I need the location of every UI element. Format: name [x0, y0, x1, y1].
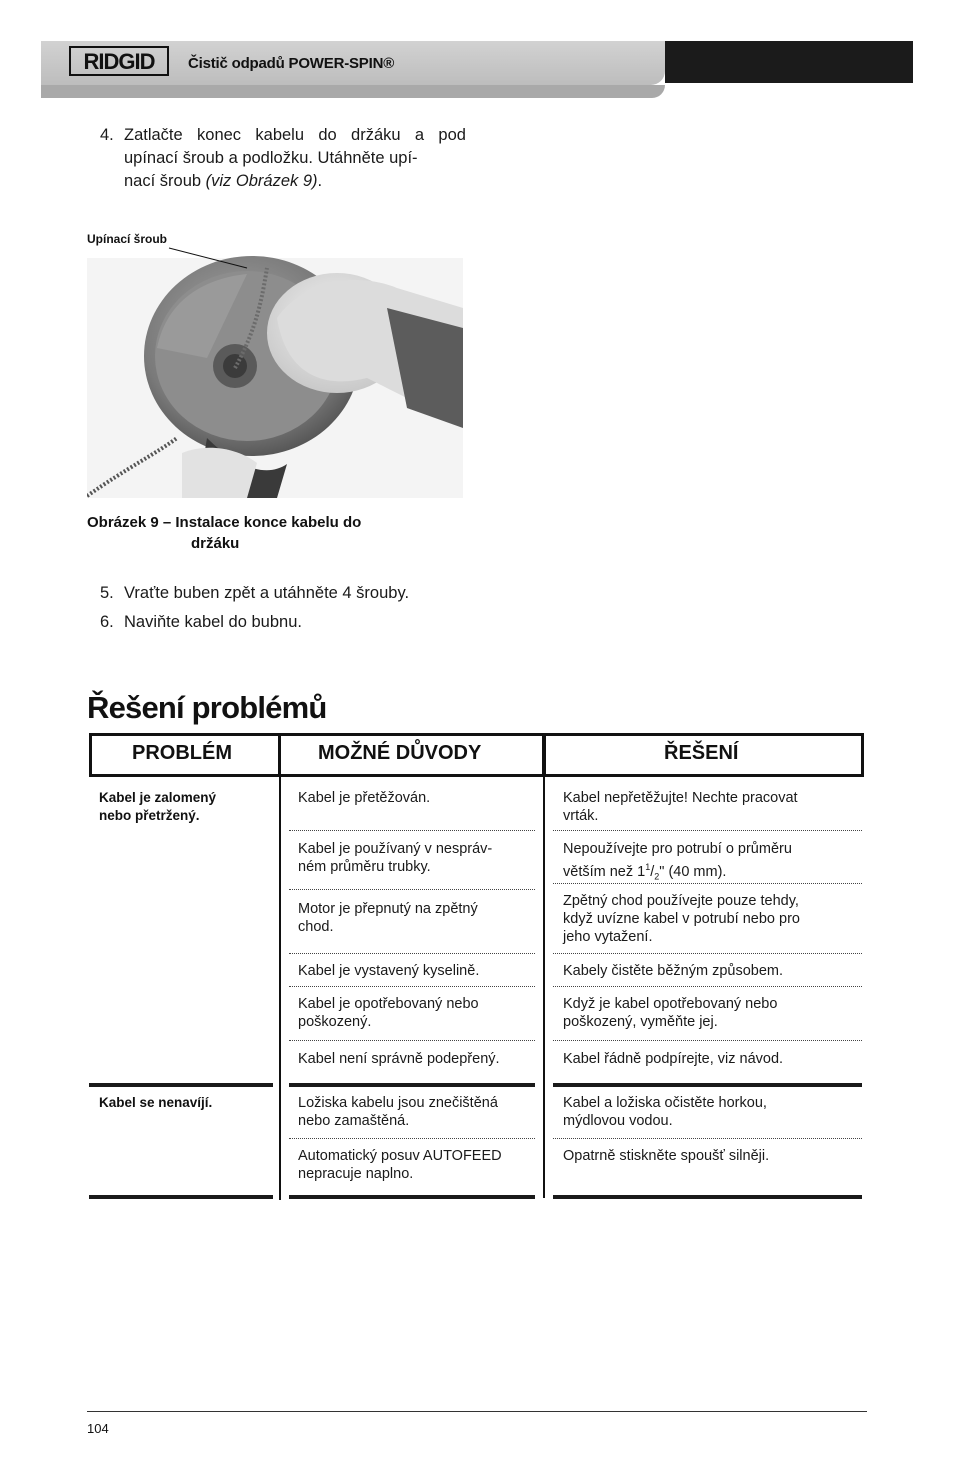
table-row-cause: Kabel je opotřebovaný nebo poškozený.: [298, 996, 479, 1030]
column-divider: [279, 777, 281, 1200]
step-number: 4.: [100, 126, 114, 144]
row-separator: [289, 953, 535, 954]
problem-cell: Kabel se nenavíjí.: [99, 1095, 213, 1110]
row-separator: [553, 1040, 862, 1041]
table-row-cause: Motor je přepnutý na zpětný chod.: [298, 901, 478, 935]
table-row-solution: Opatrně stiskněte spoušť silněji.: [563, 1148, 770, 1164]
group-divider: [289, 1083, 535, 1087]
row-separator: [289, 889, 535, 890]
header-title: Čistič odpadů POWER-SPIN®: [188, 55, 395, 72]
figure-reference: (viz Obrázek 9): [205, 172, 318, 190]
row-separator: [289, 830, 535, 831]
group-divider: [553, 1083, 862, 1087]
step-4-line-2: upínací šroub a podložku. Utáhněte upí-: [124, 149, 418, 167]
table-bottom-rule: [553, 1195, 862, 1199]
table-header-problem: PROBLÉM: [89, 733, 281, 777]
table-row-solution: Zpětný chod používejte pouze tehdy, když uvízne kabel v potrubí nebo pro jeho vytažení.: [563, 893, 800, 945]
word: pod: [438, 126, 466, 144]
table-row-cause: Kabel je používaný v nespráv- ném průměru trubky.: [298, 841, 493, 875]
table-row-solution: Kabel řádně podpírejte, viz návod.: [563, 1051, 784, 1067]
table-row-solution: Kabely čistěte běžným způsobem.: [563, 963, 784, 979]
table-row-cause: Kabel je přetěžován.: [298, 790, 431, 806]
table-row-cause: Kabel není správně podepřený.: [298, 1051, 500, 1067]
row-separator: [553, 986, 862, 987]
table-row-solution: Když je kabel opotřebovaný nebo poškozený, vyměňte jej.: [563, 996, 778, 1030]
word: Zatlačte: [124, 126, 183, 144]
header-strip: [41, 85, 665, 98]
table-header-solution: ŘEŠENÍ: [543, 733, 864, 777]
table-row-solution: Kabel nepřetěžujte! Nechte pracovat vrták.: [563, 790, 798, 824]
word: do: [318, 126, 337, 144]
problem-cell: Kabel je zalomený nebo přetržený.: [99, 790, 217, 823]
column-divider: [543, 777, 545, 1198]
word: držáku: [351, 126, 401, 144]
table-header-causes: MOŽNÉ DŮVODY: [279, 733, 545, 777]
figure-9-photo: [87, 238, 463, 498]
row-separator: [289, 1138, 535, 1139]
word: konec: [197, 126, 242, 144]
step-text: [124, 124, 466, 193]
fraction-line: větším než $1^1/_2$" (40 mm).: [563, 862, 727, 882]
word: kabelu: [255, 126, 305, 144]
table-bottom-rule: [89, 1195, 273, 1199]
header-black-tab: [665, 41, 913, 83]
table-row-cause: Automatický posuv AUTOFEED nepracuje naplno.: [298, 1148, 502, 1182]
svg-text:RIDGID: RIDGID: [83, 49, 155, 74]
word: a: [414, 126, 425, 144]
row-separator: [553, 830, 862, 831]
callout-label: Upínací šroub: [87, 232, 168, 246]
step-4-line-3: nací šroub (viz Obrázek 9).: [124, 172, 323, 190]
row-separator: [553, 883, 862, 884]
ridgid-logo: [69, 46, 169, 76]
section-heading: Řešení problémů: [87, 690, 327, 725]
table-row-cause: Ložiska kabelu jsou znečištěná nebo zamaštěná.: [298, 1095, 498, 1129]
row-separator: [289, 986, 535, 987]
figure-caption: Obrázek 9 – Instalace konce kabelu do držáku: [87, 514, 362, 552]
row-separator: [553, 1138, 862, 1139]
row-separator: [553, 953, 862, 954]
table-row-solution: Kabel a ložiska očistěte horkou, mýdlovou vodou.: [563, 1095, 767, 1129]
page-number: 104: [87, 1421, 109, 1436]
table-bottom-rule: [289, 1195, 535, 1199]
footer-rule: [87, 1411, 867, 1412]
row-separator: [289, 1040, 535, 1041]
group-divider: [89, 1083, 273, 1087]
step-4-line-1: [124, 124, 466, 147]
table-row-cause: Kabel je vystavený kyselině.: [298, 963, 480, 979]
table-row-solution: Nepoužívejte pro potrubí o průměru větším než $1^1/_2$" (40 mm).: [563, 840, 792, 886]
